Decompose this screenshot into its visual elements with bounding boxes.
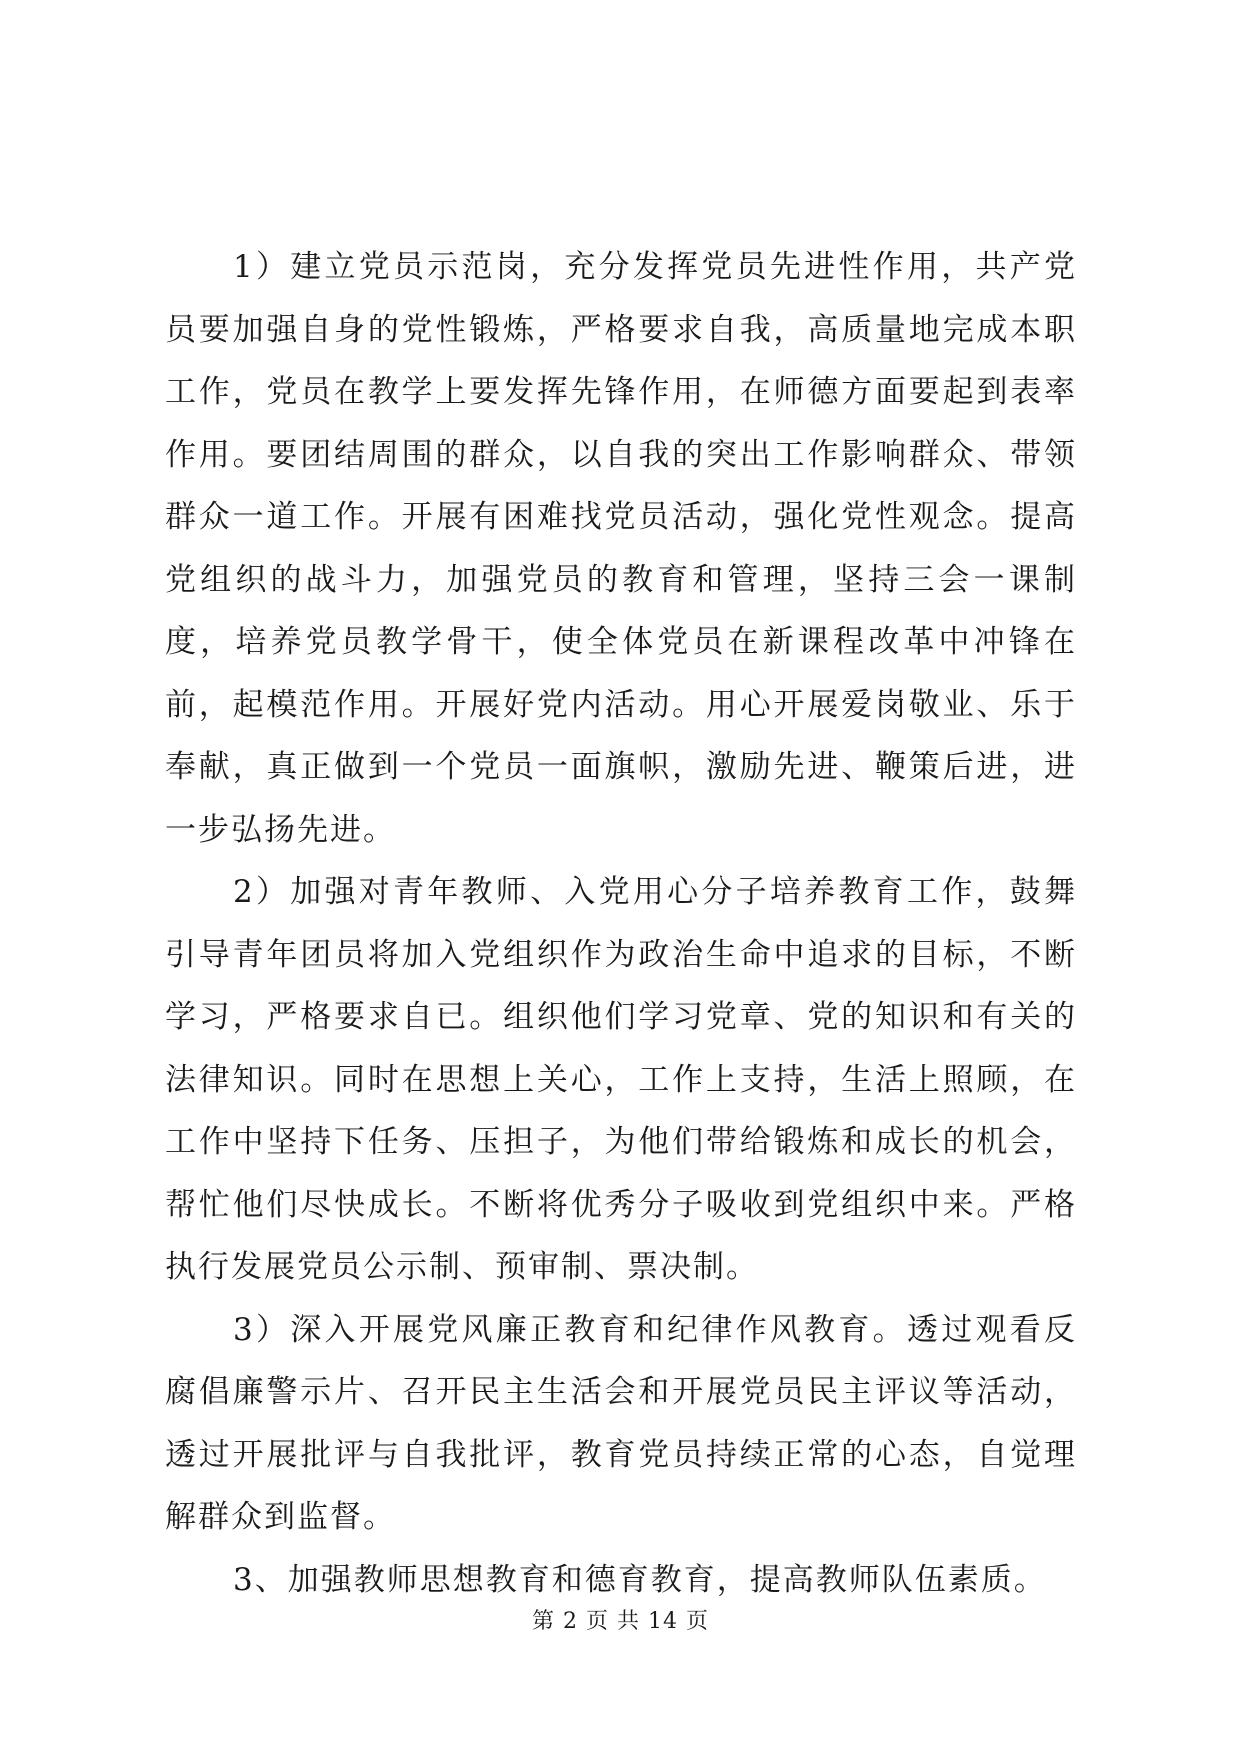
paragraph-clean-governance-education: 3）深入开展党风廉正教育和纪律作风教育。透过观看反腐倡廉警示片、召开民主生活会和开展党员民主评议等活动，透过开展批评与自我批评，教育党员持续正常的心态，自觉理解群众到监督。 (165, 1311, 1077, 1535)
paragraph-teacher-ideological-education: 3、加强教师思想教育和德育教育，提高教师队伍素质。 (233, 1561, 1047, 1598)
paragraph-young-teacher-training: 2）加强对青年教师、入党用心分子培养教育工作，鼓舞引导青年团员将加入党组织作为政治生命中追求的目标，不断学习，严格要求自已。组织他们学习党章、党的知识和有关的法律知识。同时在思想上关心，工作上支持，生活上照顾，在工作中坚持下任务、压担子，为他们带给锻炼和成长的机会，帮忙他们尽快成长。不断将优秀分子吸收到党组织中来。严格执行发展党员公示制、预审制、票决制。 (165, 874, 1077, 1285)
paragraph-party-member-model-post: 1）建立党员示范岗，充分发挥党员先进性作用，共产党员要加强自身的党性锻炼，严格要求自我，高质量地完成本职工作，党员在教学上要发挥先锋作用，在师德方面要起到表率作用。要团结周围的群众，以自我的突出工作影响群众、带领群众一道工作。开展有困难找党员活动，强化党性观念。提高党组织的战斗力，加强党员的教育和管理，坚持三会一课制度，培养党员教学骨干，使全体党员在新课程改革中冲锋在前，起模范作用。开展好党内活动。用心开展爱岗敬业、乐于奉献，真正做到一个党员一面旗帜，激励先进、鞭策后进，进一步弘扬先进。 (165, 249, 1077, 848)
page-number-footer: 第 2 页 共 14 页 (532, 1609, 709, 1634)
document-body (165, 236, 1077, 1611)
